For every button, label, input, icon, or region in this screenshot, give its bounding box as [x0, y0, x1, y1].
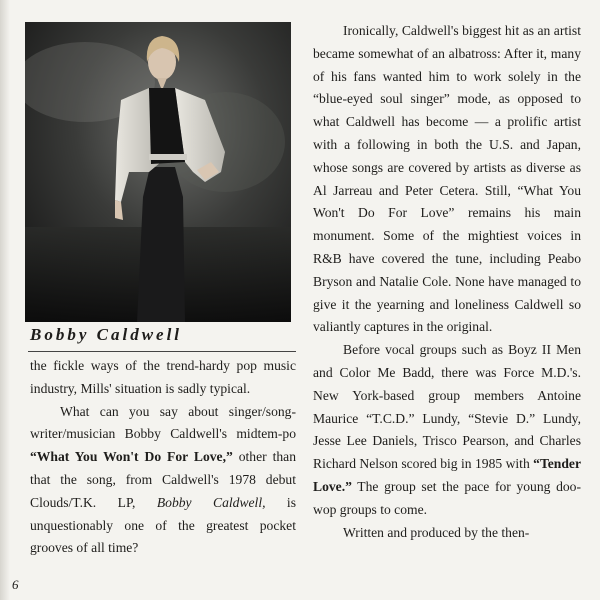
left-column-text [30, 355, 296, 560]
text-run: is unquestionably one of the greatest pocket grooves of all time? [30, 494, 297, 556]
photo-illustration [25, 22, 291, 322]
text-run: The group set the pace for young doo-wop groups to come. [313, 478, 581, 517]
song-title-bold: “What You Won't Do For Love,” [30, 449, 233, 465]
photo-caption: Bobby Caldwell [30, 325, 183, 344]
left-paragraph-2 [30, 401, 296, 561]
page-number: 6 [12, 577, 19, 592]
text-run: Before vocal groups such as Boyz II Men and Color Me Badd, there was Force M.D.'s. New York-based group members Antoine Maurice “T.C.D.” Lundy, “Stevie D.” Lundy, Jesse Lee Daniels, Trisco Pearson, and Charles Richard Nelson scored big in 1985 with [313, 342, 581, 472]
right-column-text [313, 20, 581, 544]
page-edge-shadow [0, 0, 10, 600]
album-title-italic: Bobby Caldwell, [156, 494, 266, 510]
bobby-caldwell-photo [25, 22, 291, 322]
song-title-bold: “Tender Love.” [313, 456, 581, 494]
caption-divider [28, 351, 296, 352]
right-paragraph-3: Written and produced by the then- [343, 524, 530, 540]
right-paragraph-1: Ironically, Caldwell's biggest hit as an artist became somewhat of an albatross: After it, many of his fans wanted him to work solely in the “blue-eyed soul singer” mode, as opposed to what Caldwell has become — a prolific artist with a following in both the U.S. and Japan, whose songs are covered by artists as diverse as Al Jarreau and Peter Cetera. Still, “What You Won't Do For Love” remains his main monument. Some of the mightiest voices in R&B have covered the tune, including Peabo Bryson and Natalie Cole. None have managed to give it the yearning and loneliness Caldwell so valiantly captures in the original. [313, 23, 581, 335]
text-run: other than that the song, from Caldwell's 1978 debut Clouds/T.K. LP, [30, 449, 296, 510]
right-paragraph-2 [313, 339, 581, 521]
left-paragraph-1: the fickle ways of the trend-hardy pop music industry, Mills' situation is sadly typical. [30, 358, 296, 396]
text-run: What can you say about singer/song-writer/musician Bobby Caldwell's midtem-po [30, 403, 296, 442]
